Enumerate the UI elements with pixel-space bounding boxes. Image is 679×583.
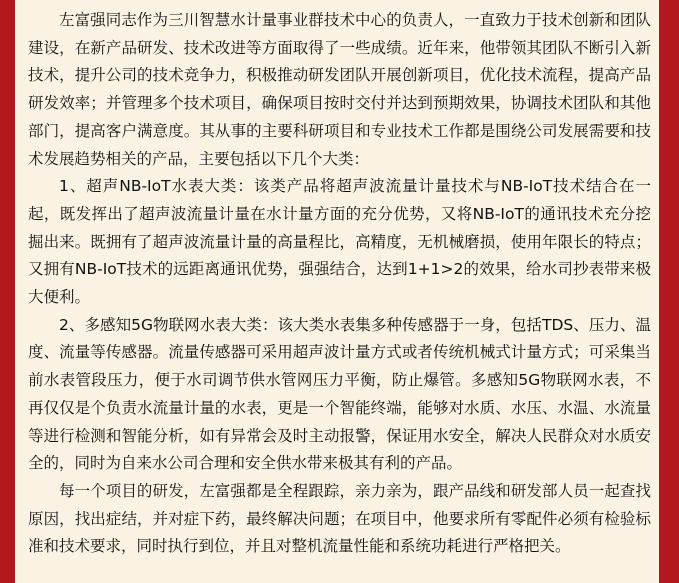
- paragraph-project-quality: 每一个项目的研发，左富强都是全程跟踪，亲力亲为，跟产品线和研发部人员一起查找原因，找出症结，并对症下药，最终解决问题；在项目中，他要求所有零配件必须有检验标准和技术要求，同时执行到位，并且对整机流量性能和系统功耗进行严格把关。: [28, 481, 651, 556]
- paragraph-category-1-ultrasonic-nbiot: 1、超声NB-IoT水表大类：该类产品将超声波流量计量技术与NB-IoT技术结合在一起，既发挥出了超声波流量计量在水计量方面的充分优势，又将NB-IoT的通讯技术充分挖掘出来。既拥有了超声波流量计量的高量程比，高精度，无机械磨损，使用年限长的特点；又拥有NB-IoT技术的远距离通讯优势，强强结合，达到1+1>2的效果，给水司抄表带来极大便利。: [28, 177, 651, 307]
- paragraph-category-2-5g-iot: 2、多感知5G物联网水表大类：该大类水表集多种传感器于一身，包括TDS、压力、温度、流量等传感器。流量传感器可采用超声波计量方式或者传统机械式计量方式；可采集当前水表管段压力，便于水司调节供水管网压力平衡，防止爆管。多感知5G物联网水表，不再仅仅是个负责水流量计量的水表，更是一个智能终端，能够对水质、水压、水温、水流量等进行检测和智能分析，如有异常会及时主动报警，保证用水安全，解决人民群众对水质安全的，同时为自来水公司合理和安全供水带来极其有利的产品。: [28, 315, 651, 473]
- article-body: [28, 7, 651, 561]
- paragraph-intro: 左富强同志作为三川智慧水计量事业群技术中心的负责人，一直致力于技术创新和团队建设，在新产品研发、技术改进等方面取得了一些成绩。近年来，他带领其团队不断引入新技术，提升公司的技术竞争力，积极推动研发团队开展创新项目，优化技术流程，提高产品研发效率；并管理多个技术项目，确保项目按时交付并达到预期效果，协调技术团队和其他部门，提高客户满意度。其从事的主要科研项目和专业技术工作都是围绕公司发展需要和技术发展趋势相关的产品，主要包括以下几个大类：: [28, 11, 651, 168]
- left-red-border: [0, 0, 15, 583]
- right-red-border: [659, 0, 679, 583]
